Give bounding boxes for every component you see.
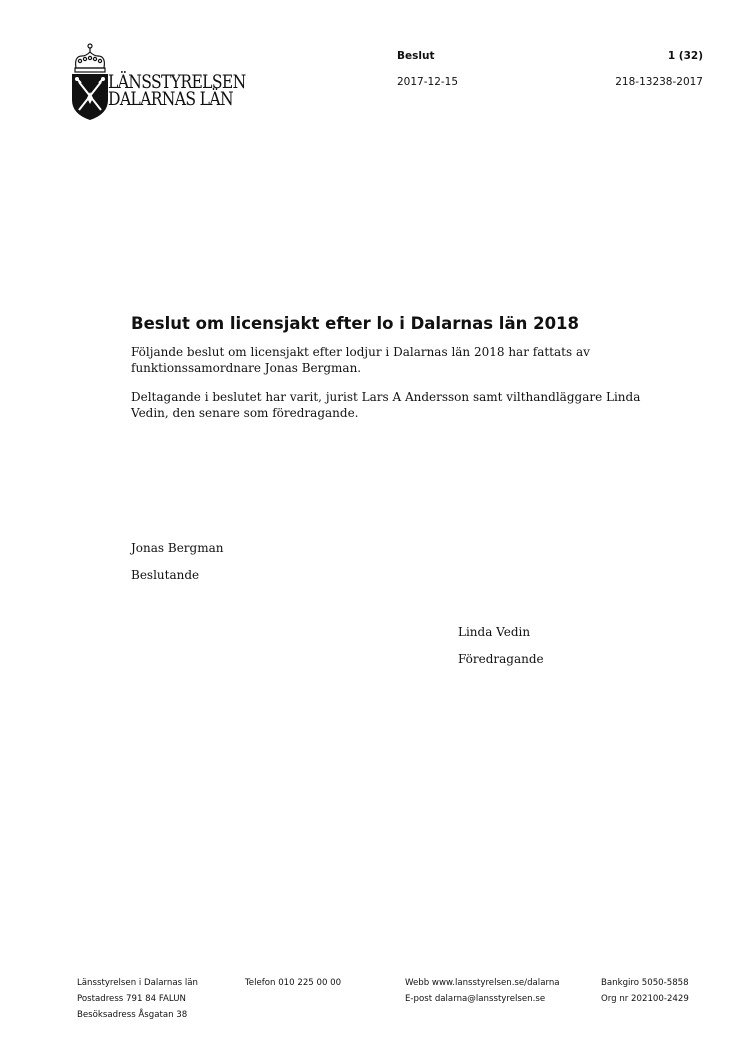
agency-logo: [68, 42, 258, 124]
rapporteur-name: Linda Vedin: [458, 625, 531, 639]
page-number: 1 (32): [667, 50, 703, 62]
footer-bank-block: [601, 975, 689, 1007]
footer-address: [77, 975, 198, 1023]
footer-org-number: Org nr 202100-2429: [601, 994, 689, 1004]
paragraph-decision: Följande beslut om licensjakt efter lodjur i Dalarnas län 2018 har fattats av funktionssamordnare Jonas Bergman.: [131, 345, 590, 375]
agency-name: [108, 71, 246, 110]
footer-bankgiro: Bankgiro 5050-5858: [601, 978, 689, 988]
footer-visiting-address: Besöksadress Åsgatan 38: [77, 1010, 188, 1020]
paragraph-participants: Deltagande i beslutet har varit, jurist Lars A Andersson samt vilthandläggare Linda Vedin, den senare som föredragande.: [131, 390, 641, 420]
signatory-name: Jonas Bergman: [131, 541, 224, 555]
footer-postal-address: Postadress 791 84 FALUN: [77, 994, 186, 1004]
crown-shield-crest-icon: [68, 42, 112, 122]
agency-name-line1: LÄNSSTYRELSEN: [108, 71, 246, 93]
footer-email: E-post dalarna@lansstyrelsen.se: [405, 994, 546, 1004]
reference-number: 218-13238-2017: [615, 76, 703, 88]
agency-name-line2: DALARNAS LÄN: [108, 88, 233, 110]
document-title: Beslut om licensjakt efter lo i Dalarnas län 2018: [131, 314, 580, 333]
rapporteur-role: Föredragande: [458, 652, 544, 666]
footer-web-block: [405, 975, 560, 1007]
footer-agency: Länsstyrelsen i Dalarnas län: [77, 978, 198, 988]
footer-web: Webb www.lansstyrelsen.se/dalarna: [405, 978, 560, 988]
document-type: Beslut: [397, 50, 435, 62]
footer-phone: Telefon 010 225 00 00: [245, 978, 342, 988]
footer-phone-block: [245, 975, 341, 991]
signatory-role: Beslutande: [131, 568, 200, 582]
document-date: 2017-12-15: [397, 76, 459, 88]
